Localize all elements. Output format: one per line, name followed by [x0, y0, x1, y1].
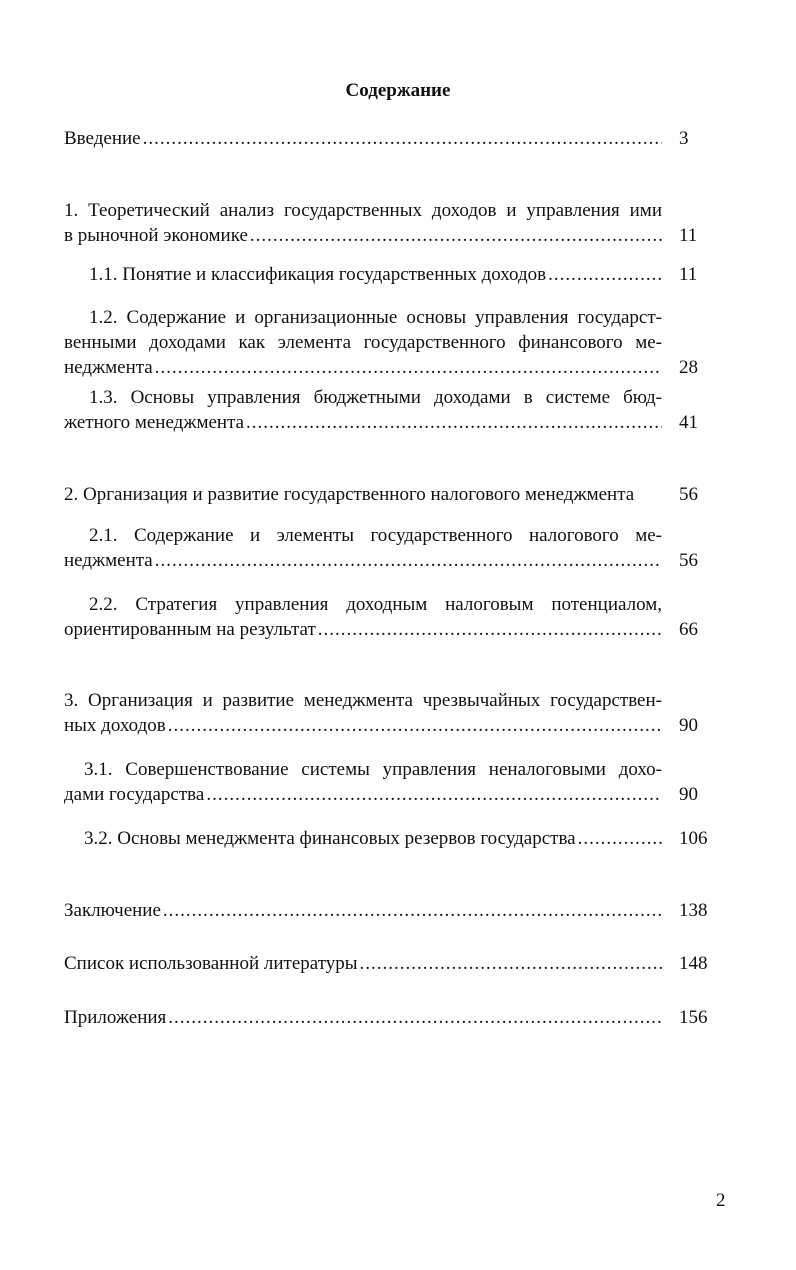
toc-entry-text: Список использованной литературы — [64, 953, 358, 974]
toc-entry-text: Введение — [64, 128, 141, 149]
toc-page-number: 11 — [679, 264, 698, 285]
toc-entry-text: в рыночной экономике — [64, 225, 248, 246]
toc-page-number: 156 — [679, 1007, 708, 1028]
toc-entry-1-3 — [64, 385, 662, 435]
toc-entry-2-1 — [64, 523, 662, 573]
toc-page-number: 41 — [679, 412, 698, 433]
toc-entry-text: неджмента — [64, 550, 153, 571]
toc-entry-text: Приложения — [64, 1007, 167, 1028]
leader-dots — [166, 713, 662, 738]
toc-entry-intro — [64, 126, 662, 151]
toc-entry-1-2 — [64, 305, 662, 380]
leader-dots — [248, 223, 662, 248]
toc-entry-chapter-3 — [64, 688, 662, 738]
leader-dots — [576, 826, 662, 851]
toc-entry-line: 1.3. Основы управления бюджетными доходами в системе бюд- — [89, 387, 662, 408]
toc-page-number: 3 — [679, 128, 689, 149]
page-title: Содержание — [345, 80, 451, 101]
toc-entry-appendices — [64, 1005, 662, 1030]
leader-dots — [153, 548, 662, 573]
leader-dots — [316, 617, 662, 642]
toc-entry-line: 1. Теоретический анализ государственных доходов и управления ими — [64, 200, 662, 221]
toc-entry-line: 2.1. Содержание и элементы государственного налогового ме- — [89, 525, 662, 546]
toc-entry-text: дами государства — [64, 784, 205, 805]
toc-entry-text: Заключение — [64, 900, 161, 921]
toc-page-number: 11 — [679, 225, 698, 246]
toc-entry-1-1 — [89, 262, 662, 287]
toc-entry-text: неджмента — [64, 357, 153, 378]
leader-dots — [204, 782, 662, 807]
toc-entry-text: жетного менеджмента — [64, 412, 245, 433]
toc-page-number: 28 — [679, 357, 698, 378]
toc-entry-line: 3. Организация и развитие менеджмента чрезвычайных государствен- — [64, 690, 662, 711]
toc-page-number: 106 — [679, 828, 708, 849]
toc-page-number: 56 — [679, 484, 698, 505]
toc-entry-text: ориентированным на результат — [64, 619, 316, 640]
toc-entry-text: 1.1. Понятие и классификация государственных доходов — [89, 264, 547, 285]
leader-dots — [166, 1005, 662, 1030]
toc-entry-bibliography — [64, 951, 662, 976]
toc-entry-line: 2.2. Стратегия управления доходным налоговым потенциалом, — [89, 594, 662, 615]
toc-page-number: 90 — [679, 784, 698, 805]
toc-entry-text: 2. Организация и развитие государственного налогового менеджмента — [64, 484, 635, 505]
leader-dots — [244, 410, 662, 435]
leader-dots — [141, 126, 662, 151]
toc-page-number: 66 — [679, 619, 698, 640]
toc-entry-line: 3.1. Совершенствование системы управления неналоговыми дохо- — [84, 759, 662, 780]
leader-dots — [161, 898, 662, 923]
toc-entry-2-2 — [64, 592, 662, 642]
toc-entry-text: 3.2. Основы менеджмента финансовых резервов государства — [84, 828, 576, 849]
toc-page-number: 90 — [679, 715, 698, 736]
toc-entry-line: венными доходами как элемента государственного финансового ме- — [64, 332, 662, 353]
toc-page-number: 148 — [679, 953, 708, 974]
leader-dots — [153, 355, 662, 380]
toc-entry-chapter-1 — [64, 198, 662, 248]
toc-page-number: 138 — [679, 900, 708, 921]
toc-page-number: 56 — [679, 550, 698, 571]
leader-dots — [358, 951, 662, 976]
toc-entry-line: 1.2. Содержание и организационные основы управления государст- — [89, 307, 662, 328]
toc-entry-chapter-2 — [64, 482, 668, 507]
leader-dots — [546, 262, 662, 287]
toc-entry-conclusion — [64, 898, 662, 923]
toc-entry-text: ных доходов — [64, 715, 166, 736]
toc-entry-3-2 — [84, 826, 662, 851]
page-number: 2 — [716, 1190, 726, 1211]
toc-entry-3-1 — [64, 757, 662, 807]
